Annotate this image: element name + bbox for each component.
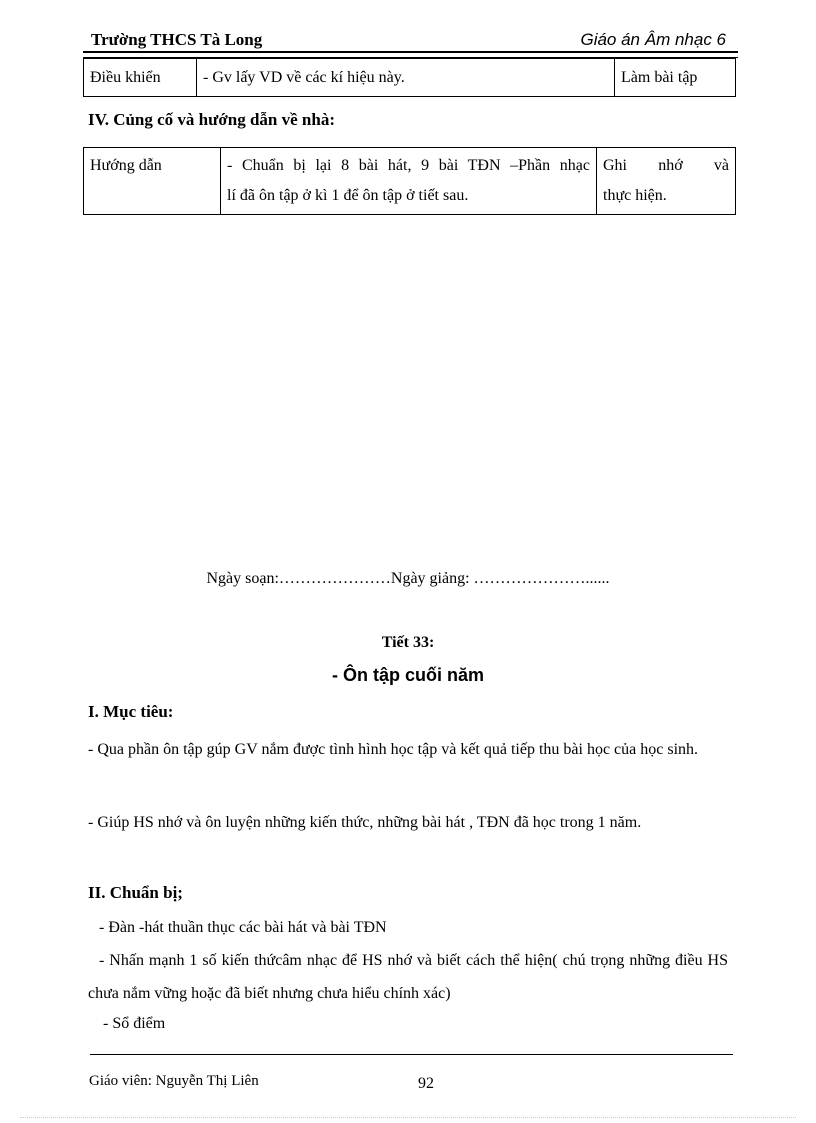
- cell-line: thực hiện.: [603, 187, 667, 204]
- page-edge: [20, 1117, 796, 1118]
- section-title-preparation: II. Chuẩn bị;: [88, 883, 183, 902]
- table-cell: - Gv lấy VD về các kí hiệu này.: [197, 59, 615, 97]
- footer-divider: [90, 1054, 733, 1055]
- table-cell: Làm bài tập: [615, 59, 736, 97]
- preparation-item: - Sổ điểm: [103, 1015, 166, 1032]
- school-name: Trường THCS Tà Long: [91, 30, 263, 49]
- table-cell: [221, 148, 597, 215]
- page-number: 92: [418, 1075, 434, 1092]
- document-subject: Giáo án Âm nhạc 6: [580, 30, 726, 49]
- homework-table: [83, 147, 736, 215]
- activity-table: [83, 58, 736, 97]
- objective-paragraph: - Giúp HS nhớ và ôn luyện những kiến thức, những bài hát , TĐN đã học trong 1 năm.: [88, 814, 642, 831]
- objective-paragraph: - Qua phần ôn tập gúp GV nắm được tình hình học tập và kết quả tiếp thu bài học của học sinh.: [88, 741, 699, 758]
- cell-line: Ghi nhớ và: [603, 157, 729, 174]
- cell-line: - Chuẩn bị lại 8 bài hát, 9 bài TĐN –Phần nhạc: [227, 157, 590, 174]
- preparation-item: - Đàn -hát thuần thục các bài hát và bài TĐN: [99, 919, 387, 936]
- teacher-name: Giáo viên: Nguyễn Thị Liên: [89, 1073, 259, 1089]
- header-divider: [83, 51, 738, 58]
- table-cell: [597, 148, 736, 215]
- lesson-number: Tiết 33:: [381, 634, 435, 651]
- lesson-title: - Ôn tập cuối năm: [331, 665, 484, 685]
- dates-line: Ngày soạn:…………………Ngày giảng: …………………......: [206, 570, 610, 587]
- table-cell: Điều khiển: [84, 59, 197, 97]
- cell-line: lí đã ôn tập ở kì 1 để ôn tập ở tiết sau.: [227, 187, 469, 204]
- table-cell: Hướng dẫn: [84, 148, 221, 215]
- section-title-consolidation: IV. Củng cố và hướng dẫn về nhà:: [88, 110, 335, 129]
- section-title-objectives: I. Mục tiêu:: [88, 702, 174, 721]
- preparation-item: - Nhấn mạnh 1 số kiến thứcâm nhạc để HS nhớ và biết cách thể hiện( chú trọng những điều HS chưa nắm vững hoặc đã biết nhưng chưa hiểu chính xác): [88, 952, 728, 1002]
